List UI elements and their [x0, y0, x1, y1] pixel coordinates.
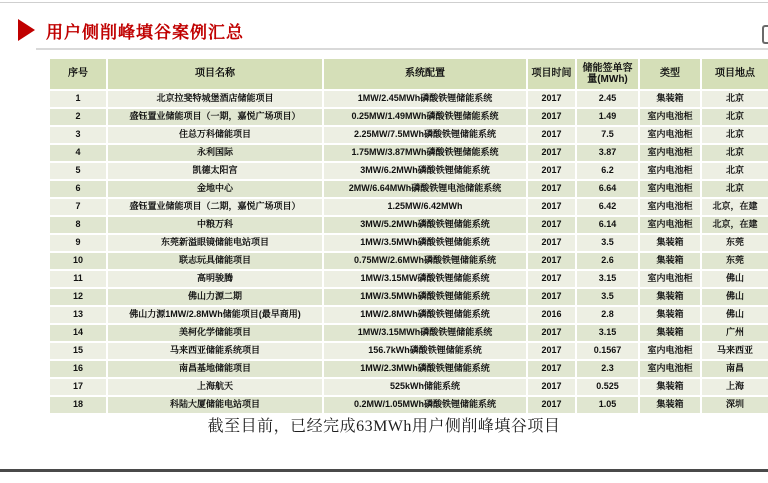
table-cell: 16: [49, 360, 107, 378]
table-row: [49, 126, 768, 144]
table-cell: 佛山力源1MW/2.8MWh储能项目(最早商用): [107, 306, 323, 324]
table-cell: 2MW/6.64MWh磷酸铁锂电池储能系统: [323, 180, 527, 198]
table-cell: 2017: [527, 162, 576, 180]
table-row: [49, 324, 768, 342]
table-cell: 金地中心: [107, 180, 323, 198]
table-cell: 14: [49, 324, 107, 342]
table-cell: 2017: [527, 108, 576, 126]
table-cell: 0.25MW/1.49MWh磷酸铁锂储能系统: [323, 108, 527, 126]
table-cell: 1MW/3.5MWh磷酸铁锂储能系统: [323, 288, 527, 306]
table-cell: 2.45: [576, 90, 639, 108]
table-cell: 7: [49, 198, 107, 216]
table-cell: 2017: [527, 360, 576, 378]
table-cell: 1MW/2.45MWh磷酸铁锂储能系统: [323, 90, 527, 108]
table-cell: 广州: [701, 324, 768, 342]
table-row: [49, 144, 768, 162]
column-header: 系统配置: [323, 58, 527, 90]
table-cell: 6.64: [576, 180, 639, 198]
table-cell: 集装箱: [639, 306, 701, 324]
table-cell: 0.2MW/1.05MWh磷酸铁锂储能系统: [323, 396, 527, 414]
table-cell: 2017: [527, 216, 576, 234]
table-cell: 北京: [701, 126, 768, 144]
title-underline: [36, 48, 768, 50]
column-header: 项目时间: [527, 58, 576, 90]
table-cell: 北京拉斐特城堡酒店储能项目: [107, 90, 323, 108]
table-cell: 1MW/2.3MWh磷酸铁锂储能系统: [323, 360, 527, 378]
column-header: 储能签单容量(MWh): [576, 58, 639, 90]
table-cell: 2.8: [576, 306, 639, 324]
table-cell: 8: [49, 216, 107, 234]
table-cell: 6.42: [576, 198, 639, 216]
table-cell: 525kWh储能系统: [323, 378, 527, 396]
table-cell: 2017: [527, 270, 576, 288]
table-cell: 6.2: [576, 162, 639, 180]
table-cell: 东莞: [701, 234, 768, 252]
table-cell: 1MW/3.5MWh磷酸铁锂储能系统: [323, 234, 527, 252]
table-cell: 马来西亚: [701, 342, 768, 360]
footer-note: 截至目前，已经完成63MWh用户侧削峰填谷项目: [207, 418, 561, 435]
table-cell: 5: [49, 162, 107, 180]
table-cell: 集装箱: [639, 234, 701, 252]
table-cell: 上海航天: [107, 378, 323, 396]
table-cell: 0.75MW/2.6MWh磷酸铁锂储能系统: [323, 252, 527, 270]
table-row: [49, 252, 768, 270]
table-cell: 上海: [701, 378, 768, 396]
table-cell: 6.14: [576, 216, 639, 234]
table-cell: 2017: [527, 126, 576, 144]
table-cell: 2017: [527, 198, 576, 216]
table-cell: 室内电池柜: [639, 144, 701, 162]
table-header-row: [49, 58, 768, 90]
table-cell: 室内电池柜: [639, 108, 701, 126]
table-cell: 2017: [527, 90, 576, 108]
table-cell: 2017: [527, 324, 576, 342]
table-row: [49, 342, 768, 360]
table-cell: 南昌基地储能项目: [107, 360, 323, 378]
table-cell: 联志玩具储能项目: [107, 252, 323, 270]
table-cell: 佛山力源二期: [107, 288, 323, 306]
table-cell: 18: [49, 396, 107, 414]
table-row: [49, 378, 768, 396]
table-cell: 北京: [701, 162, 768, 180]
table-cell: 2017: [527, 396, 576, 414]
table-cell: 盛钰置业储能项目（一期，嘉悦广场项目）: [107, 108, 323, 126]
table-cell: 2.3: [576, 360, 639, 378]
table-cell: 9: [49, 234, 107, 252]
table-cell: 高明骏腾: [107, 270, 323, 288]
table-row: [49, 180, 768, 198]
table-cell: 1.05: [576, 396, 639, 414]
table-cell: 2017: [527, 288, 576, 306]
table-cell: 2017: [527, 180, 576, 198]
table-cell: 佛山: [701, 270, 768, 288]
table-cell: 1.75MW/3.87MWh磷酸铁锂储能系统: [323, 144, 527, 162]
table-cell: 3MW/5.2MWh磷酸铁锂储能系统: [323, 216, 527, 234]
table-cell: 科陆大厦储能电站项目: [107, 396, 323, 414]
table-cell: 1.49: [576, 108, 639, 126]
table-cell: 室内电池柜: [639, 342, 701, 360]
slide-bottom-border: [0, 469, 768, 472]
table-cell: 室内电池柜: [639, 198, 701, 216]
table-cell: 东莞: [701, 252, 768, 270]
table-cell: 集装箱: [639, 288, 701, 306]
table-cell: 3.15: [576, 324, 639, 342]
table-row: [49, 306, 768, 324]
table-cell: 0.1567: [576, 342, 639, 360]
column-header: 类型: [639, 58, 701, 90]
table-cell: 集装箱: [639, 396, 701, 414]
table-cell: 13: [49, 306, 107, 324]
table-cell: 室内电池柜: [639, 126, 701, 144]
table-cell: 2.6: [576, 252, 639, 270]
table-cell: 3.5: [576, 234, 639, 252]
table-cell: 凯德太阳宫: [107, 162, 323, 180]
table-row: [49, 396, 768, 414]
table-cell: 盛钰置业储能项目（二期，嘉悦广场项目）: [107, 198, 323, 216]
table-cell: 2017: [527, 144, 576, 162]
table-cell: 12: [49, 288, 107, 306]
table-row: [49, 162, 768, 180]
table-cell: 2: [49, 108, 107, 126]
table-cell: 集装箱: [639, 90, 701, 108]
table-row: [49, 198, 768, 216]
table-cell: 北京: [701, 180, 768, 198]
table-cell: 7.5: [576, 126, 639, 144]
table-cell: 15: [49, 342, 107, 360]
corner-logo-fragment: [762, 25, 768, 44]
table-body: [49, 90, 768, 414]
table-row: [49, 90, 768, 108]
table-cell: 集装箱: [639, 324, 701, 342]
table-cell: 永利国际: [107, 144, 323, 162]
table-cell: 1: [49, 90, 107, 108]
table-cell: 1MW/3.15MWh磷酸铁锂储能系统: [323, 324, 527, 342]
table-cell: 住总万科储能项目: [107, 126, 323, 144]
table-cell: 室内电池柜: [639, 216, 701, 234]
table-cell: 佛山: [701, 288, 768, 306]
table-cell: 北京: [701, 108, 768, 126]
table-cell: 2017: [527, 342, 576, 360]
title-arrow-icon: [18, 19, 35, 41]
table-cell: 10: [49, 252, 107, 270]
table-cell: 东莞新溢眼镜储能电站项目: [107, 234, 323, 252]
table-cell: 156.7kWh磷酸铁锂储能系统: [323, 342, 527, 360]
page-title: 用户侧削峰填谷案例汇总: [46, 23, 244, 42]
table-cell: 室内电池柜: [639, 180, 701, 198]
table-cell: 11: [49, 270, 107, 288]
table-cell: 室内电池柜: [639, 162, 701, 180]
table-cell: 0.525: [576, 378, 639, 396]
table-cell: 室内电池柜: [639, 270, 701, 288]
table-cell: 南昌: [701, 360, 768, 378]
table-cell: 北京: [701, 90, 768, 108]
table-cell: 中粮万科: [107, 216, 323, 234]
table-row: [49, 108, 768, 126]
table-cell: 3: [49, 126, 107, 144]
table-cell: 1.25MW/6.42MWh: [323, 198, 527, 216]
table-cell: 3.87: [576, 144, 639, 162]
table-header: [49, 58, 768, 90]
column-header: 项目地点: [701, 58, 768, 90]
table-cell: 佛山: [701, 306, 768, 324]
table-cell: 集装箱: [639, 378, 701, 396]
table-cell: 3.15: [576, 270, 639, 288]
table-cell: 4: [49, 144, 107, 162]
table-cell: 17: [49, 378, 107, 396]
table-cell: 北京，在建: [701, 198, 768, 216]
table-row: [49, 360, 768, 378]
table-cell: 2.25MW/7.5MWh磷酸铁锂储能系统: [323, 126, 527, 144]
table-cell: 2017: [527, 378, 576, 396]
table-cell: 3MW/6.2MWh磷酸铁锂储能系统: [323, 162, 527, 180]
table-cell: 集装箱: [639, 252, 701, 270]
column-header: 项目名称: [107, 58, 323, 90]
table-cell: 马来西亚储能系统项目: [107, 342, 323, 360]
table-cell: 2016: [527, 306, 576, 324]
table-cell: 深圳: [701, 396, 768, 414]
table-cell: 2017: [527, 234, 576, 252]
table-row: [49, 270, 768, 288]
table-cell: 1MW/2.8MWh磷酸铁锂储能系统: [323, 306, 527, 324]
column-header: 序号: [49, 58, 107, 90]
table-cell: 美柯化学储能项目: [107, 324, 323, 342]
table-cell: 室内电池柜: [639, 360, 701, 378]
slide-top-border: [0, 2, 768, 3]
table-cell: 北京，在建: [701, 216, 768, 234]
table-row: [49, 288, 768, 306]
table-cell: 3.5: [576, 288, 639, 306]
table-cell: 6: [49, 180, 107, 198]
table-row: [49, 216, 768, 234]
table-cell: 2017: [527, 252, 576, 270]
table-cell: 1MW/3.15MW磷酸铁锂储能系统: [323, 270, 527, 288]
table-cell: 北京: [701, 144, 768, 162]
table-row: [49, 234, 768, 252]
case-summary-table: [48, 57, 768, 415]
